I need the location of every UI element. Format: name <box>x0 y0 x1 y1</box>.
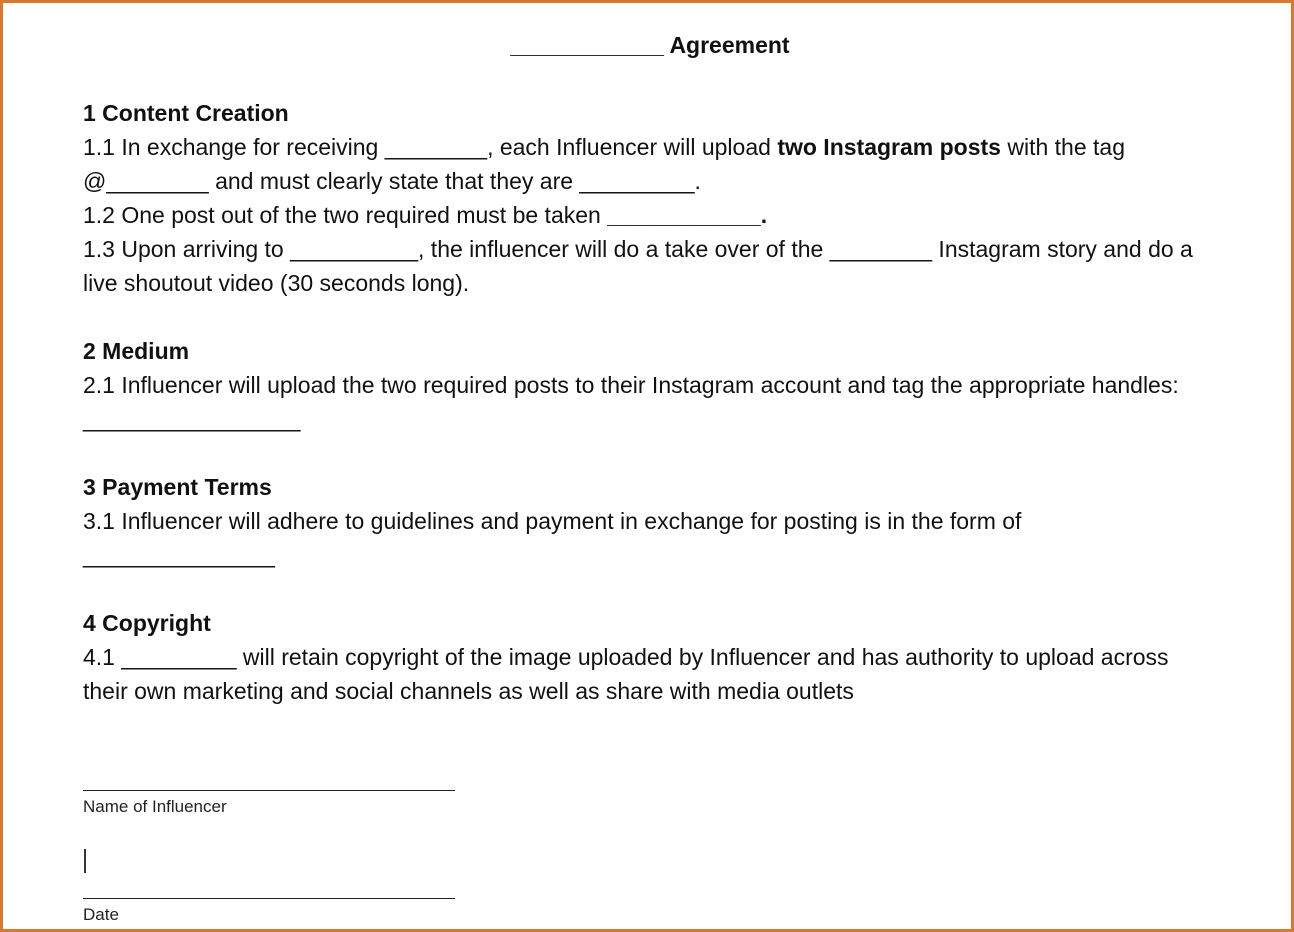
section-heading-payment-terms: 3 Payment Terms <box>83 474 272 500</box>
section-spacer <box>83 436 1203 470</box>
clause-1-1-emphasis: two Instagram posts <box>777 134 1001 160</box>
date-label: Date <box>83 905 119 924</box>
clause-1-2-blank: ____________. <box>607 202 768 228</box>
text-cursor <box>84 849 86 873</box>
clause-3-1: 3.1 Influencer will adhere to guidelines and payment in exchange for posting is in the form of <box>83 508 1022 534</box>
date-signature-line[interactable] <box>83 898 455 899</box>
clause-1-1-text-a: 1.1 In exchange for receiving ________, each Influencer will upload <box>83 134 778 160</box>
section-spacer <box>83 572 1203 606</box>
document-body <box>83 96 1203 708</box>
section-spacer <box>83 300 1203 334</box>
influencer-name-label: Name of Influencer <box>83 797 227 816</box>
section-heading-copyright: 4 Copyright <box>83 610 211 636</box>
section-heading-medium: 2 Medium <box>83 338 190 364</box>
clause-1-2 <box>83 198 1203 232</box>
clause-1-1-text-b: with the tag @________ and must clearly state that they are _________. <box>83 134 1125 194</box>
section-heading-content-creation: 1 Content Creation <box>83 100 289 126</box>
clause-1-3: 1.3 Upon arriving to __________, the influencer will do a take over of the ________ Instagram story and do a live shoutout video (30 seconds long). <box>83 236 1193 296</box>
document-title: ____________ Agreement <box>510 32 790 58</box>
clause-1-1 <box>83 130 1203 198</box>
clause-4-1: 4.1 _________ will retain copyright of the image uploaded by Influencer and has authority to upload across their own marketing and social channels as well as share with media outlets <box>83 644 1169 704</box>
influencer-signature-line[interactable] <box>83 790 455 791</box>
clause-3-1-blank: _______________ <box>83 542 275 568</box>
clause-1-2-text: 1.2 One post out of the two required must be taken <box>83 202 608 228</box>
clause-2-1: 2.1 Influencer will upload the two required posts to their Instagram account and tag the appropriate handles: _________________ <box>83 372 1179 432</box>
